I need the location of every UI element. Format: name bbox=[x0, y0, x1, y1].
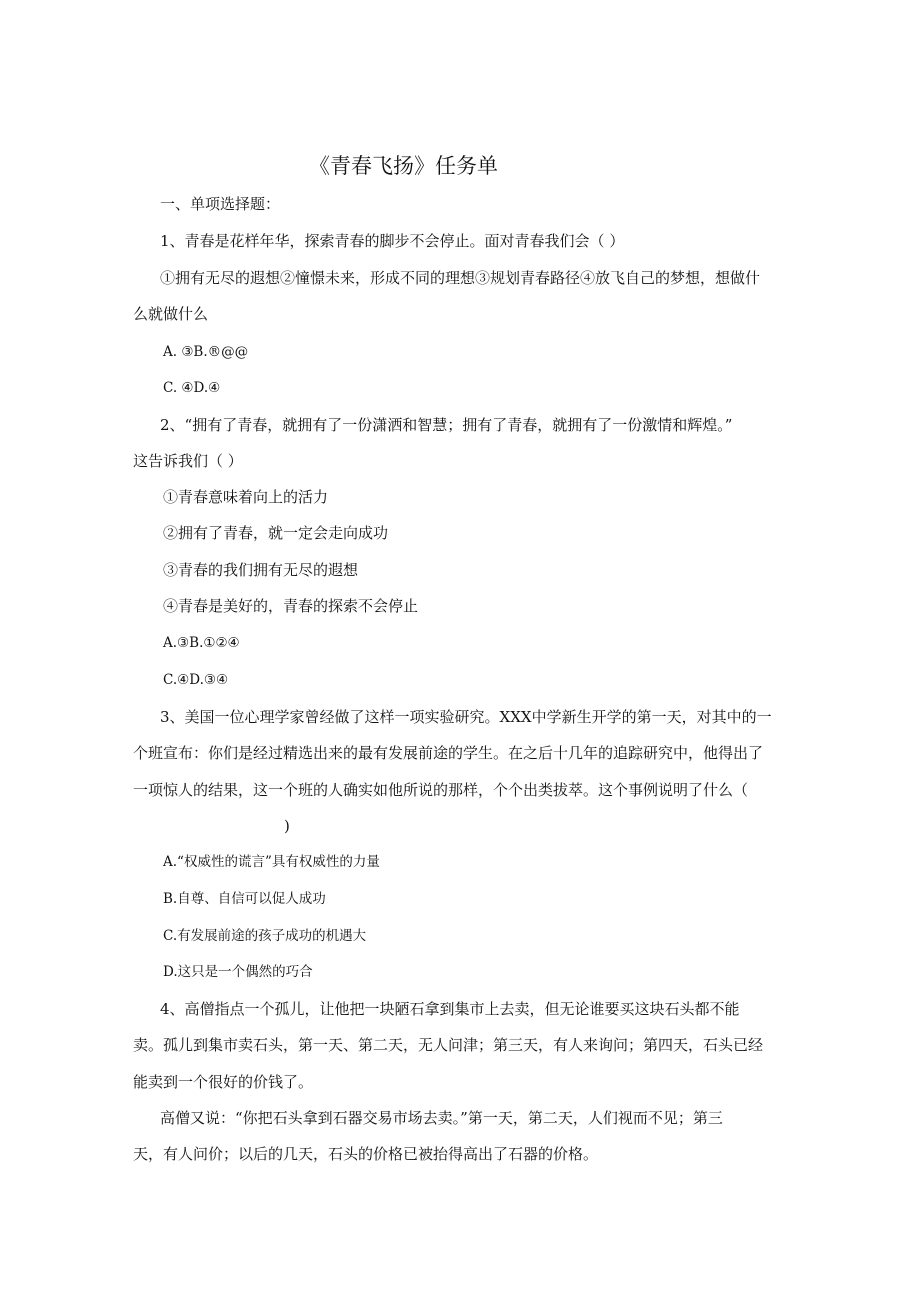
q4-para2-line2: 天，有人问价；以后的几天，石头的价格已被抬得高出了石器的价格。 bbox=[133, 1145, 599, 1163]
q3-option-a: A.“权威性的谎言”具有权威性的力量 bbox=[163, 854, 380, 870]
q1-statements-line1: ①拥有无尽的遐想②憧憬未来，形成不同的理想③规划青春路径④放飞自己的梦想，想做什 bbox=[160, 269, 761, 287]
q4-para1-line2: 卖。孤儿到集市卖石头，第一天、第二天，无人问津；第三天，有人来询问；第四天，石头已经 bbox=[133, 1036, 764, 1054]
q2-option-cd: C.④D.③④ bbox=[163, 672, 229, 688]
q4-para2-line1: 高僧又说：“你把石头拿到石器交易市场去卖。”第一天，第二天，人们视而不见；第三 bbox=[160, 1109, 723, 1127]
q2-option-ab: A.③B.①②④ bbox=[163, 635, 240, 651]
q2-statement-1: ①青春意味着向上的活力 bbox=[163, 488, 329, 506]
q3-option-d: D.这只是一个偶然的巧合 bbox=[163, 964, 313, 980]
q1-stem: 1、青春是花样年华，探索青春的脚步不会停止。面对青春我们会（ ） bbox=[160, 232, 625, 250]
q1-option-ab: A. ③B.®@@ bbox=[163, 344, 249, 360]
q3-option-b: B.自尊、自信可以促人成功 bbox=[163, 891, 326, 907]
q3-stem-line3: 一项惊人的结果，这一个班的人确实如他所说的那样，个个出类拔萃。这个事例说明了什么（ bbox=[133, 781, 749, 799]
q3-stem-line1: 3、美国一位心理学家曾经做了这样一项实验研究。XXX中学新生开学的第一天，对其中的一 bbox=[160, 708, 772, 726]
q1-statements-line2: 么就做什么 bbox=[133, 305, 209, 323]
q3-stem-line4: ) bbox=[284, 817, 290, 835]
q2-statement-3: ③青春的我们拥有无尽的遐想 bbox=[163, 561, 359, 579]
q2-statement-4: ④青春是美好的，青春的探索不会停止 bbox=[163, 597, 419, 615]
section-heading: 一、单项选择题： bbox=[160, 195, 281, 213]
q3-option-c: C.有发展前途的孩子成功的机遇大 bbox=[163, 928, 367, 944]
q2-stem-line1: 2、“拥有了青春，就拥有了一份潇洒和智慧；拥有了青春，就拥有了一份激情和辉煌。” bbox=[160, 416, 733, 434]
q3-stem-line2: 个班宣布：你们是经过精选出来的最有发展前途的学生。在之后十几年的追踪研究中，他得出了 bbox=[133, 744, 764, 762]
page-title: 《青春飞扬》任务单 bbox=[309, 154, 498, 178]
q4-para1-line1: 4、高僧指点一个孤儿，让他把一块陋石拿到集市上去卖，但无论谁要买这块石头都不能 bbox=[160, 1000, 740, 1018]
q1-option-cd: C. ④D.④ bbox=[163, 380, 221, 396]
q2-stem-line2: 这告诉我们（ ） bbox=[133, 452, 243, 470]
q4-para1-line3: 能卖到一个很好的价钱了。 bbox=[133, 1073, 314, 1091]
q2-statement-2: ②拥有了青春，就一定会走向成功 bbox=[163, 524, 389, 542]
